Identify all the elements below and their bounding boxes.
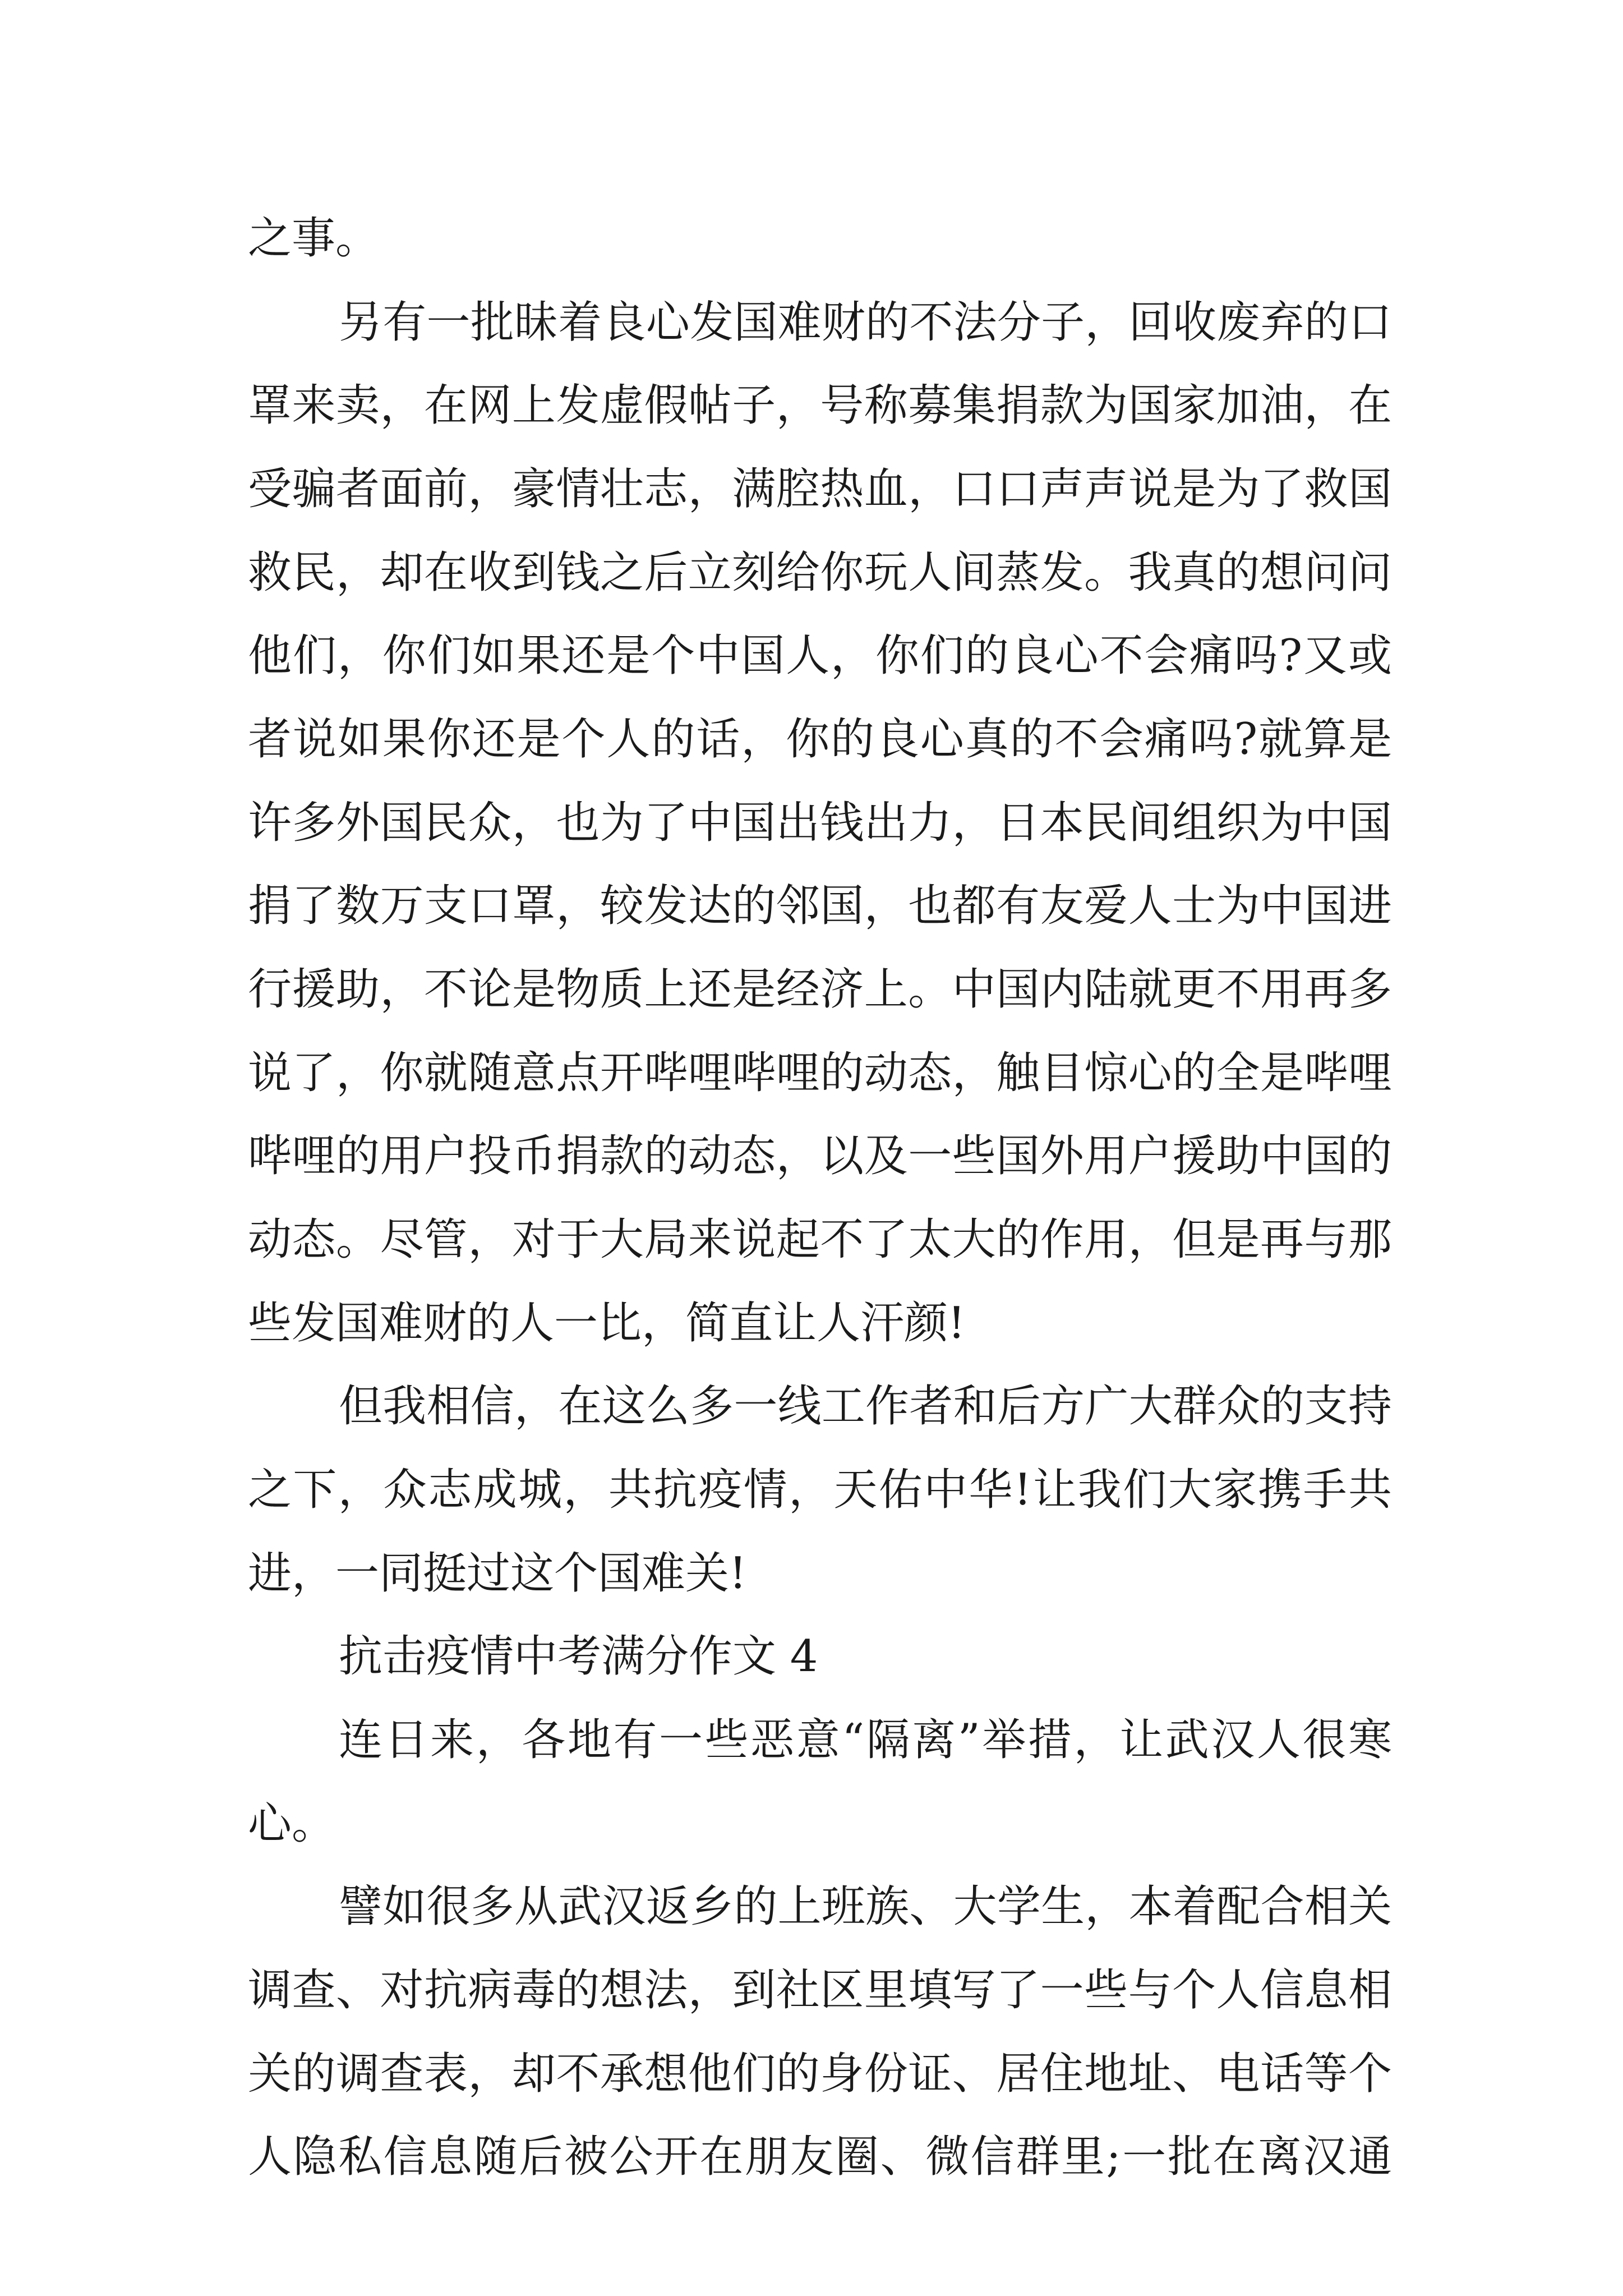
text-line: 心。 (248, 1798, 336, 1849)
text-line: 他们，你们如果还是个中国人，你们的良心不会痛吗?又或 (248, 631, 1392, 681)
text-line: 之下，众志成城，共抗疫情，天佑中华!让我们大家携手共 (248, 1465, 1392, 1515)
text-line: 捐了数万支口罩，较发达的邻国，也都有友爱人士为中国进 (248, 881, 1392, 931)
paragraph-first-line: 譬如很多从武汉返乡的上班族、大学生，本着配合相关 (339, 1881, 1392, 1932)
text-line: 人隐私信息随后被公开在朋友圈、微信群里;一批在离汉通 (248, 2132, 1392, 2182)
paragraph-first-line: 但我相信，在这么多一线工作者和后方广大群众的支持 (339, 1381, 1392, 1432)
text-line: 许多外国民众，也为了中国出钱出力，日本民间组织为中国 (248, 798, 1392, 848)
text-line: 进，一同挺过这个国难关! (248, 1548, 747, 1599)
text-line: 哔哩的用户投币捐款的动态，以及一些国外用户援助中国的 (248, 1131, 1392, 1181)
text-line: 者说如果你还是个人的话，你的良心真的不会痛吗?就算是 (248, 714, 1392, 765)
text-line: 之事。 (248, 213, 380, 264)
text-line: 受骗者面前，豪情壮志，满腔热血，口口声声说是为了救国 (248, 464, 1392, 514)
text-line: 救民，却在收到钱之后立刻给你玩人间蒸发。我真的想问问 (248, 547, 1392, 598)
paragraph-first-line: 另有一批昧着良心发国难财的不法分子，回收废弃的口 (339, 297, 1392, 348)
text-line: 关的调查表，却不承想他们的身份证、居住地址、电话等个 (248, 2049, 1392, 2099)
text-line: 说了，你就随意点开哔哩哔哩的动态，触目惊心的全是哔哩 (248, 1048, 1392, 1098)
text-line: 动态。尽管，对于大局来说起不了太大的作用，但是再与那 (248, 1214, 1392, 1265)
text-line: 些发国难财的人一比，简直让人汗颜! (248, 1298, 966, 1349)
text-line: 行援助，不论是物质上还是经济上。中国内陆就更不用再多 (248, 964, 1392, 1015)
section-heading: 抗击疫情中考满分作文 4 (339, 1631, 818, 1682)
text-line: 罩来卖，在网上发虚假帖子，号称募集捐款为国家加油，在 (248, 380, 1392, 431)
text-line: 调查、对抗病毒的想法，到社区里填写了一些与个人信息相 (248, 1965, 1392, 2016)
paragraph-first-line: 连日来，各地有一些恶意“隔离”举措，让武汉人很寒 (339, 1715, 1392, 1765)
